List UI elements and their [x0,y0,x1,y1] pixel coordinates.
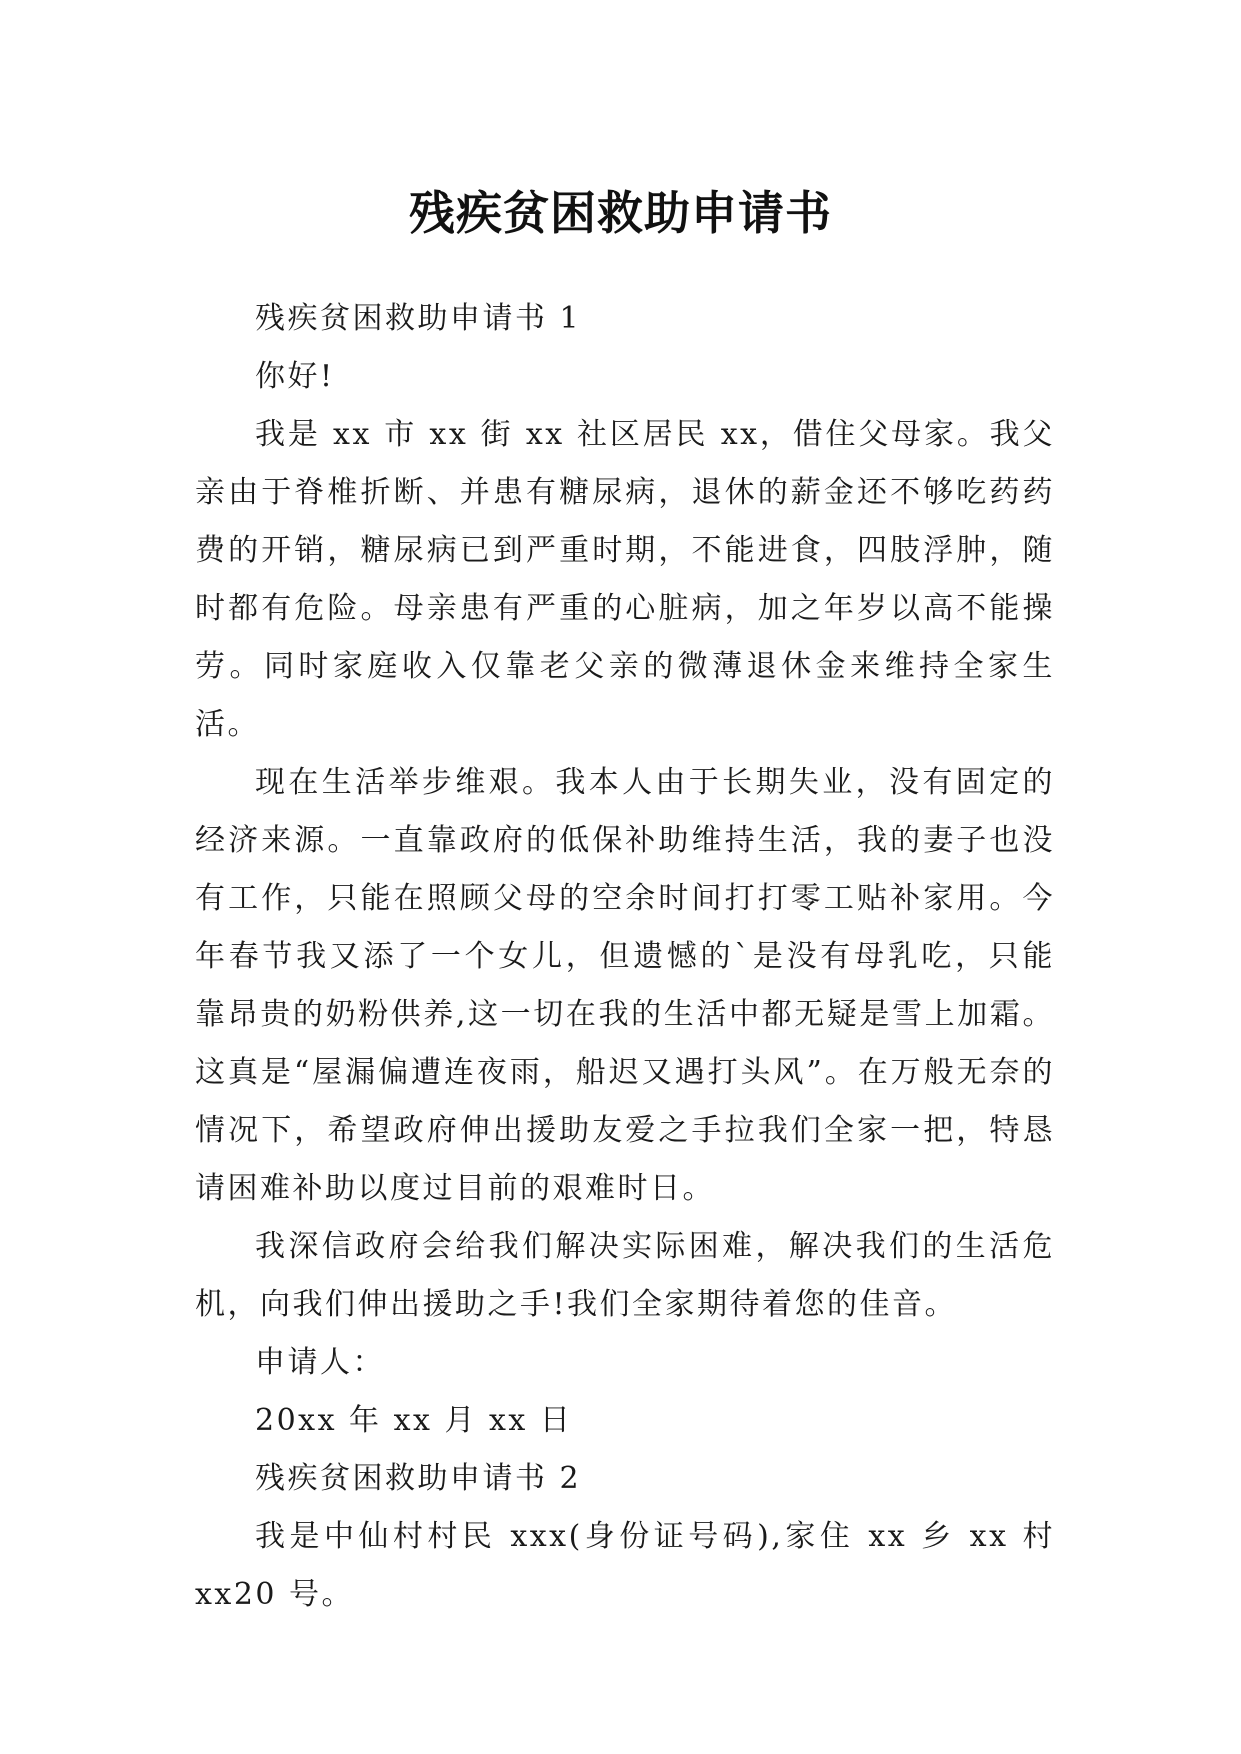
paragraph-current-hardship: 现在生活举步维艰。我本人由于长期失业，没有固定的经济来源。一直靠政府的低保补助维持生活，我的妻子也没有工作，只能在照顾父母的空余时间打打零工贴补家用。今年春节我又添了一个女儿，但遗憾的`是没有母乳吃，只能靠昂贵的奶粉供养,这一切在我的生活中都无疑是雪上加霜。这真是“屋漏偏遭连夜雨，船迟又遇打头风”。在万般无奈的情况下，希望政府伸出援助友爱之手拉我们全家一把，特恳请困难补助以度过目前的艰难时日。 [195,765,1055,1206]
document-title: 残疾贫困救助申请书 [409,185,832,240]
paragraph-intro-2: 我是中仙村村民 xxx(身份证号码),家住 xx 乡 xx 村 xx20 号。 [195,1519,1055,1612]
paragraph-closing: 我深信政府会给我们解决实际困难，解决我们的生活危机，向我们伸出援助之手!我们全家期待着您的佳音。 [195,1229,1055,1322]
greeting: 你好! [255,359,335,394]
section-heading-2: 残疾贫困救助申请书 2 [255,1461,582,1496]
applicant-label: 申请人： [255,1345,385,1380]
date-line: 20xx 年 xx 月 xx 日 [255,1403,573,1438]
document-body [195,290,1055,1624]
section-heading-1: 残疾贫困救助申请书 1 [255,301,582,336]
paragraph-family-situation: 我是 xx 市 xx 街 xx 社区居民 xx，借住父母家。我父亲由于脊椎折断、并患有糖尿病，退休的薪金还不够吃药药费的开销，糖尿病已到严重时期，不能进食，四肢浮肿，随时都有危险。母亲患有严重的心脏病，加之年岁以高不能操劳。同时家庭收入仅靠老父亲的微薄退休金来维持全家生活。 [195,417,1055,742]
